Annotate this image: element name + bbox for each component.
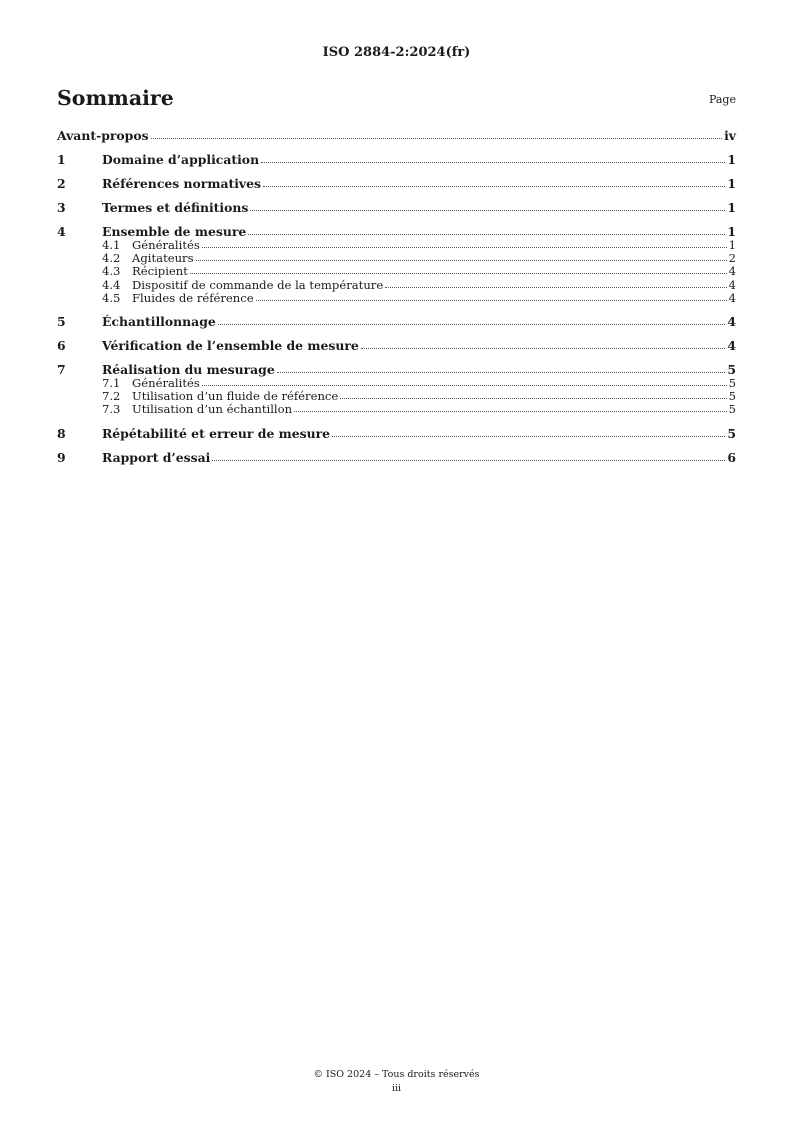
toc-subentry-4-4[interactable] [57, 279, 736, 292]
toc-entry-number: 3 [57, 200, 66, 215]
toc-entry-number: 7.3 [102, 402, 121, 417]
document-header: ISO 2884-2:2024(fr) [322, 45, 471, 60]
toc-entry-9[interactable] [57, 450, 736, 465]
toc-entry-page: 4 [727, 338, 736, 354]
toc-subentry-7-3[interactable] [57, 403, 736, 416]
toc-entry-7[interactable] [57, 362, 736, 377]
toc-title: Sommaire [57, 86, 174, 110]
toc-entry-4[interactable] [57, 224, 736, 239]
dot-leader [196, 259, 727, 261]
toc-entry-page: 1 [727, 200, 736, 215]
page-column-label: Page [708, 93, 736, 106]
toc-entry-6[interactable] [57, 338, 736, 353]
toc-entry-number: 4.5 [102, 290, 121, 305]
toc-entry-number: 7.1 [102, 376, 121, 391]
toc-entry-page: 5 [727, 362, 736, 378]
toc-entry-page: 5 [728, 376, 736, 391]
dot-leader [385, 286, 726, 288]
toc-entry-number: 4.2 [102, 251, 121, 266]
toc-entry-5[interactable] [57, 314, 736, 329]
toc-entry-page: iv [724, 128, 736, 143]
toc-entry-label: Références normatives [102, 176, 261, 191]
toc-entry-number: 5 [57, 314, 66, 330]
dot-leader [263, 185, 725, 187]
toc-entry-2[interactable] [57, 176, 736, 191]
toc-entry-label: Utilisation d’un échantillon [132, 402, 293, 417]
page-footer [0, 1068, 793, 1096]
dot-leader [332, 435, 725, 437]
toc-entry-page: 5 [727, 425, 736, 441]
toc-entry-page: 1 [727, 224, 736, 239]
toc-entry-page: 4 [728, 277, 736, 292]
toc-entry-label: Fluides de référence [132, 290, 254, 305]
dot-leader [202, 384, 727, 386]
toc-entry-page: 2 [728, 251, 736, 266]
copyright-notice: © ISO 2024 – Tous droits réservés [313, 1069, 480, 1080]
toc-entry-number: 8 [57, 425, 66, 441]
toc-entry-label: Dispositif de commande de la température [132, 277, 384, 292]
toc-entry-label: Répétabilité et erreur de mesure [102, 425, 331, 441]
toc-entry-page: 1 [727, 152, 736, 167]
toc-entry-page: 4 [728, 290, 736, 305]
page-number: iii [391, 1083, 402, 1094]
dot-leader [202, 246, 727, 248]
toc-entry-foreword[interactable] [57, 128, 736, 143]
dot-leader [261, 161, 725, 163]
toc-entry-8[interactable] [57, 426, 736, 441]
toc-entry-label: Domaine d’application [102, 152, 260, 167]
toc-entry-3[interactable] [57, 200, 736, 215]
dot-leader [256, 299, 727, 301]
toc-entry-number: 2 [57, 176, 66, 191]
toc-entry-label: Généralités [132, 376, 200, 391]
toc-entry-label: Avant-propos [57, 128, 149, 143]
toc-entry-number: 4.3 [102, 264, 121, 279]
toc-subentry-4-3[interactable] [57, 265, 736, 278]
toc-subentry-4-5[interactable] [57, 292, 736, 305]
toc-entry-number: 7 [57, 362, 66, 378]
toc-entry-label: Utilisation d’un fluide de référence [132, 389, 339, 404]
toc-entry-label: Généralités [132, 238, 200, 252]
toc-entry-page: 1 [728, 238, 736, 252]
dot-leader [218, 323, 726, 325]
toc-entry-page: 4 [727, 314, 736, 330]
toc-entry-label: Agitateurs [132, 251, 194, 266]
toc-entry-page: 4 [728, 264, 736, 279]
toc-entry-1[interactable] [57, 152, 736, 167]
dot-leader [250, 209, 725, 211]
toc-entry-number: 4 [57, 224, 66, 239]
toc-entry-label: Rapport d’essai [102, 449, 211, 465]
toc-entry-label: Vérification de l’ensemble de mesure [102, 338, 359, 354]
toc-entry-label: Récipient [132, 264, 188, 279]
dot-leader [340, 397, 726, 399]
toc-entry-page: 6 [727, 449, 736, 465]
dot-leader [212, 459, 725, 461]
toc-entry-label: Ensemble de mesure [102, 224, 247, 239]
table-of-contents [57, 128, 736, 474]
toc-entry-number: 4.1 [102, 238, 121, 252]
toc-entry-page: 1 [727, 176, 736, 191]
toc-entry-number: 1 [57, 152, 66, 167]
toc-entry-page: 5 [728, 389, 736, 404]
toc-entry-number: 7.2 [102, 389, 121, 404]
dot-leader [190, 272, 727, 274]
dot-leader [294, 410, 727, 412]
toc-entry-number: 6 [57, 338, 66, 354]
toc-entry-number: 4.4 [102, 277, 121, 292]
dot-leader [361, 347, 726, 349]
toc-entry-label: Termes et définitions [102, 200, 249, 215]
dot-leader [277, 371, 726, 373]
toc-entry-page: 5 [728, 402, 736, 417]
toc-entry-label: Réalisation du mesurage [102, 362, 275, 378]
toc-entry-number: 9 [57, 449, 66, 465]
dot-leader [248, 233, 725, 235]
toc-entry-label: Échantillonnage [102, 314, 216, 330]
dot-leader [151, 137, 723, 139]
